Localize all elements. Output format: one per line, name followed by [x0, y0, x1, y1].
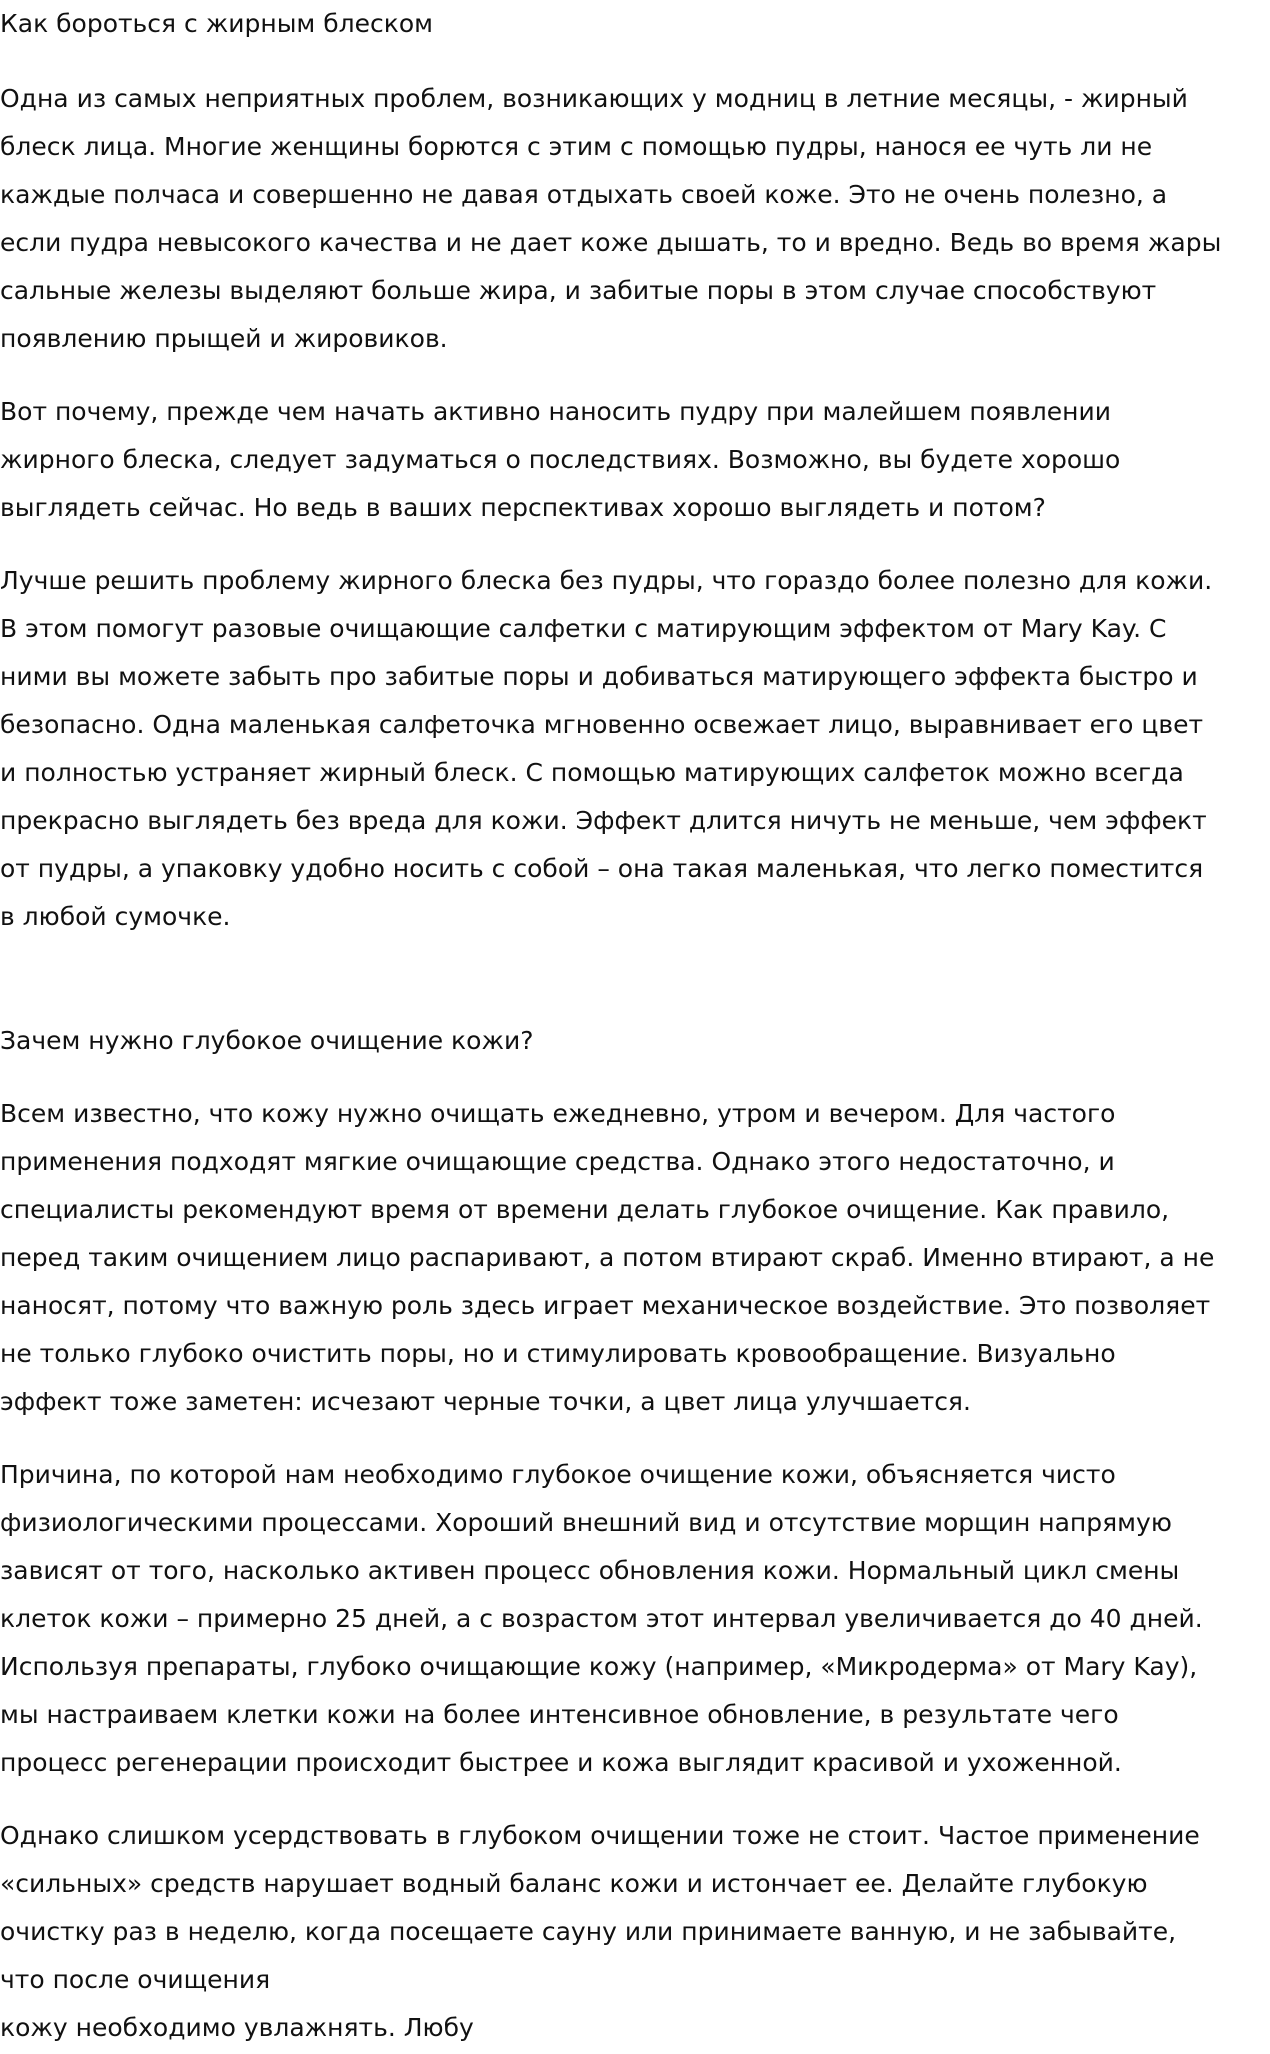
text-line: специалисты рекомендуют время от времени делать глубокое очищение. Как правило, — [0, 1195, 1170, 1224]
text-line: кожу необходимо увлажнять. Любу — [0, 2013, 474, 2042]
text-line: Всем известно, что кожу нужно очищать ежедневно, утром и вечером. Для частого — [0, 1099, 1116, 1128]
text-line: мы настраиваем клетки кожи на более интенсивное обновление, в результате чего — [0, 1700, 1119, 1729]
text-line: прекрасно выглядеть без вреда для кожи. Эффект длится ничуть не меньше, чем эффект — [0, 806, 1207, 835]
text-line: сальные железы выделяют больше жира, и забитые поры в этом случае способствуют — [0, 276, 1157, 305]
text-line: процесс регенерации происходит быстрее и кожа выглядит красивой и ухоженной. — [0, 1748, 1122, 1777]
text-line: Одна из самых неприятных проблем, возникающих у модниц в летние месяцы, - жирный — [0, 84, 1188, 113]
text-line: жирного блеска, следует задуматься о последствиях. Возможно, вы будете хорошо — [0, 445, 1121, 474]
paragraph — [0, 557, 1212, 941]
text-line: безопасно. Одна маленькая салфеточка мгновенно освежает лицо, выравнивает его цвет — [0, 710, 1204, 739]
text-line: Вот почему, прежде чем начать активно наносить пудру при малейшем появлении — [0, 397, 1111, 426]
section-title: Зачем нужно глубокое очищение кожи? — [0, 1026, 534, 1055]
text-line: «сильных» средств нарушает водный баланс кожи и истончает ее. Делайте глубокую — [0, 1869, 1148, 1898]
text-line: и полностью устраняет жирный блеск. С помощью матирующих салфеток можно всегда — [0, 758, 1184, 787]
text-line: Причина, по которой нам необходимо глубокое очищение кожи, объясняется чисто — [0, 1460, 1116, 1489]
paragraph — [0, 1812, 1200, 2052]
text-line: не только глубоко очистить поры, но и стимулировать кровообращение. Визуально — [0, 1339, 1116, 1368]
text-line: зависят от того, насколько активен процесс обновления кожи. Нормальный цикл смены — [0, 1556, 1180, 1585]
paragraph — [0, 1451, 1203, 1787]
text-line: физиологическими процессами. Хороший внешний вид и отсутствие морщин напрямую — [0, 1508, 1172, 1537]
text-line: если пудра невысокого качества и не дает коже дышать, то и вредно. Ведь во время жары — [0, 228, 1222, 257]
text-line: перед таким очищением лицо распаривают, а потом втирают скраб. Именно втирают, а не — [0, 1243, 1215, 1272]
text-line: очистку раз в неделю, когда посещаете сауну или принимаете ванную, и не забывайте, — [0, 1917, 1177, 1946]
text-line: от пудры, а упаковку удобно носить с собой – она такая маленькая, что легко поместится — [0, 854, 1204, 883]
paragraph — [0, 388, 1120, 532]
text-line: Однако слишком усердствовать в глубоком очищении тоже не стоит. Частое применение — [0, 1821, 1200, 1850]
text-line: применения подходят мягкие очищающие средства. Однако этого недостаточно, и — [0, 1147, 1115, 1176]
text-line: каждые полчаса и совершенно не давая отдыхать своей коже. Это не очень полезно, а — [0, 180, 1168, 209]
text-line: появлению прыщей и жировиков. — [0, 324, 448, 353]
text-line: клеток кожи – примерно 25 дней, а с возрастом этот интервал увеличивается до 40 дней. — [0, 1604, 1203, 1633]
text-line: эффект тоже заметен: исчезают черные точки, а цвет лица улучшается. — [0, 1387, 971, 1416]
text-line: блеск лица. Многие женщины борются с этим с помощью пудры, нанося ее чуть ли не — [0, 132, 1153, 161]
text-line: ними вы можете забыть про забитые поры и добиваться матирующего эффекта быстро и — [0, 662, 1198, 691]
paragraph — [0, 1090, 1214, 1426]
paragraph — [0, 75, 1221, 363]
text-line: в любой сумочке. — [0, 902, 231, 931]
text-line: В этом помогут разовые очищающие салфетки с матирующим эффектом от Mary Kay. С — [0, 614, 1167, 643]
section-title: Как бороться с жирным блеском — [0, 9, 434, 38]
text-line: наносят, потому что важную роль здесь играет механическое воздействие. Это позволяет — [0, 1291, 1211, 1320]
text-line: выглядеть сейчас. Но ведь в ваших перспективах хорошо выглядеть и потом? — [0, 493, 1046, 522]
text-line: Используя препараты, глубоко очищающие кожу (например, «Микродерма» от Mary Kay), — [0, 1652, 1198, 1681]
text-line: что после очищения — [0, 1965, 271, 1994]
text-line: Лучше решить проблему жирного блеска без пудры, что гораздо более полезно для кожи. — [0, 566, 1213, 595]
